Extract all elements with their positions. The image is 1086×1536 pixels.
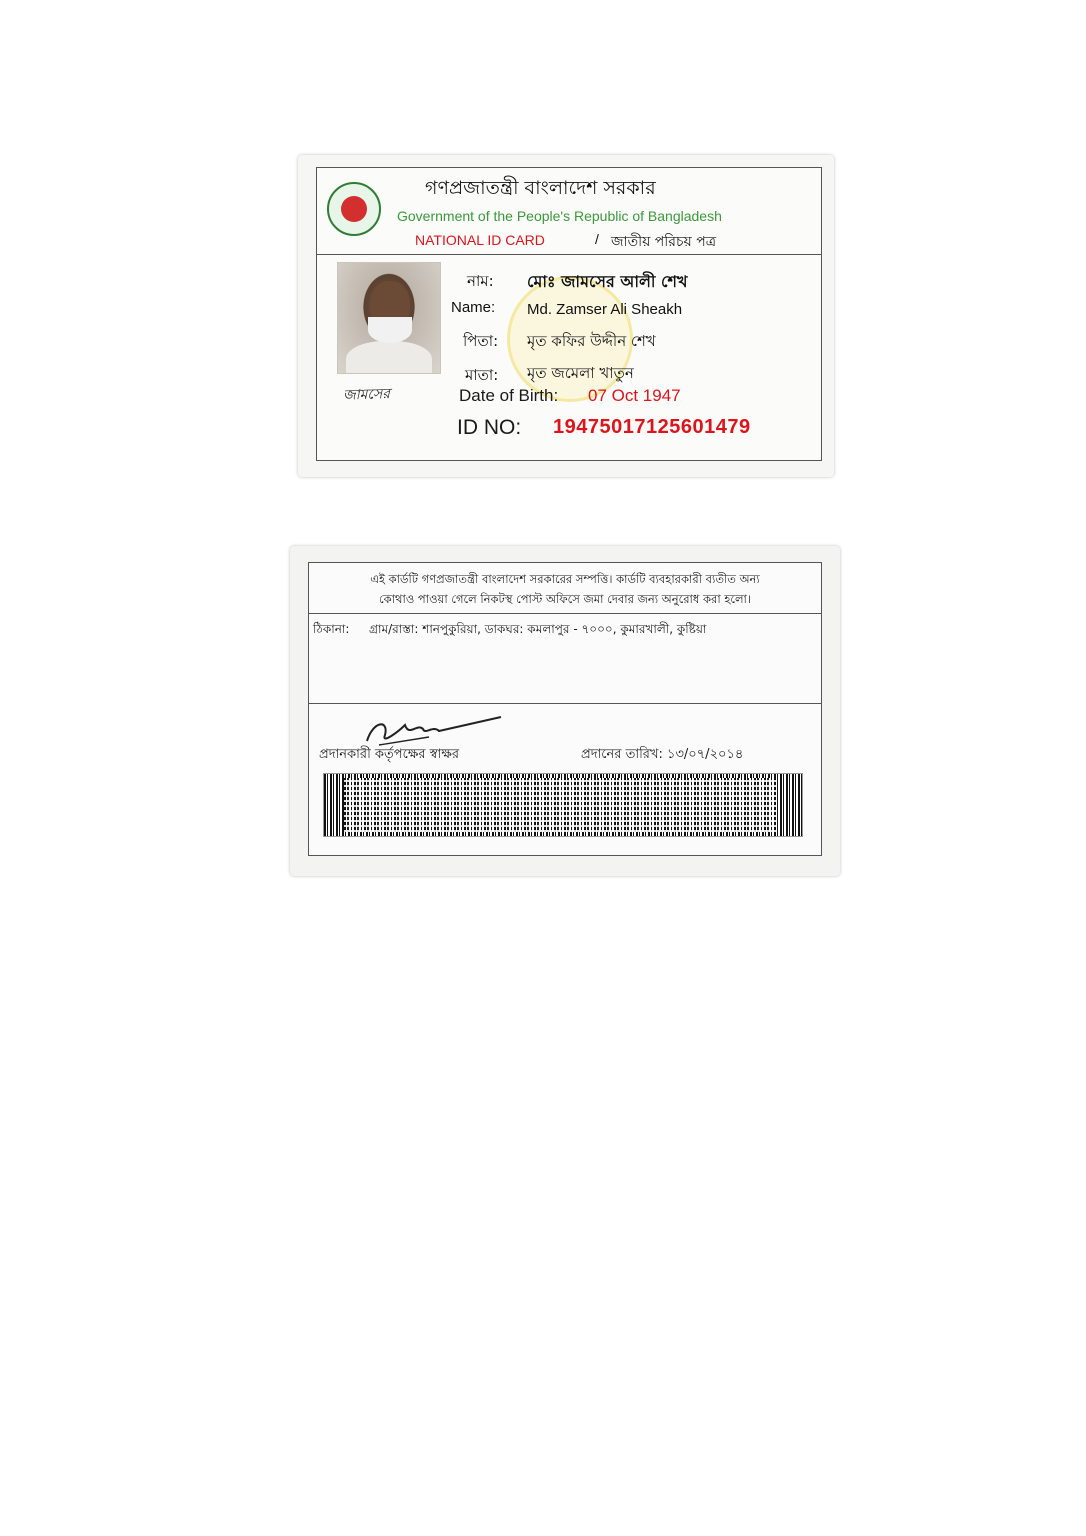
- nid-card-front: [298, 155, 834, 477]
- barcode-data-area: [344, 778, 776, 832]
- dob-label: Date of Birth:: [459, 386, 559, 405]
- card-type-bn: জাতীয় পরিচয় পত্র: [611, 234, 717, 250]
- id-number-value: 19475017125601479: [553, 416, 751, 438]
- name-en-value: Md. Zamser Ali Sheakh: [527, 301, 683, 318]
- mother-value: মৃত জমেলা খাতুন: [527, 364, 634, 382]
- holder-photo: [337, 262, 441, 374]
- name-bn-value: মোঃ জামসের আলী শেখ: [527, 272, 688, 291]
- father-label: পিতা:: [463, 332, 499, 350]
- card-type-en: NATIONAL ID CARD: [415, 232, 545, 248]
- card-front-frame: [316, 167, 822, 461]
- bangladesh-govt-seal-icon: [327, 182, 381, 236]
- card-header: [317, 168, 821, 255]
- holder-signature: জামসের: [342, 386, 391, 404]
- name-en-label: Name:: [451, 299, 496, 316]
- government-title-bn: গণপ্রজাতন্ত্রী বাংলাদেশ সরকার: [425, 177, 656, 199]
- notice-line-2: কোথাও পাওয়া গেলে নিকটস্থ পোস্ট অফিসে জমা দেবার জন্য অনুরোধ করা হলো।: [378, 592, 751, 606]
- photo-shoulders: [346, 341, 432, 374]
- address-value: গ্রাম/রাস্তা: শানপুকুরিয়া, ডাকঘর: কমলাপুর - ৭০০০, কুমারখালী, কুষ্টিয়া: [369, 622, 707, 636]
- father-value: মৃত কফির উদ্দীন শেখ: [527, 332, 656, 350]
- government-title-en: Government of the People's Republic of Bangladesh: [397, 208, 722, 224]
- issue-date: প্রদানের তারিখ: ১৩/০৭/২০১৪: [581, 747, 744, 762]
- nid-card-back: [290, 546, 840, 876]
- card-back-frame: [308, 562, 822, 856]
- pdf417-barcode: [323, 773, 803, 837]
- address-label: ঠিকানা:: [313, 622, 350, 636]
- photo-beard: [368, 317, 412, 343]
- mother-label: মাতা:: [465, 366, 499, 384]
- dob-value: 07 Oct 1947: [588, 386, 681, 405]
- address-section: [309, 613, 821, 704]
- name-bn-label: নাম:: [467, 272, 494, 290]
- id-number-label: ID NO:: [457, 416, 522, 439]
- ownership-notice: [309, 563, 821, 614]
- card-type-separator: /: [595, 231, 599, 247]
- issuer-signature-label: প্রদানকারী কর্তৃপক্ষের স্বাক্ষর: [319, 747, 460, 762]
- notice-line-1: এই কার্ডটি গণপ্রজাতন্ত্রী বাংলাদেশ সরকারের সম্পত্তি। কার্ডটি ব্যবহারকারী ব্যতীত অন্য: [370, 572, 760, 586]
